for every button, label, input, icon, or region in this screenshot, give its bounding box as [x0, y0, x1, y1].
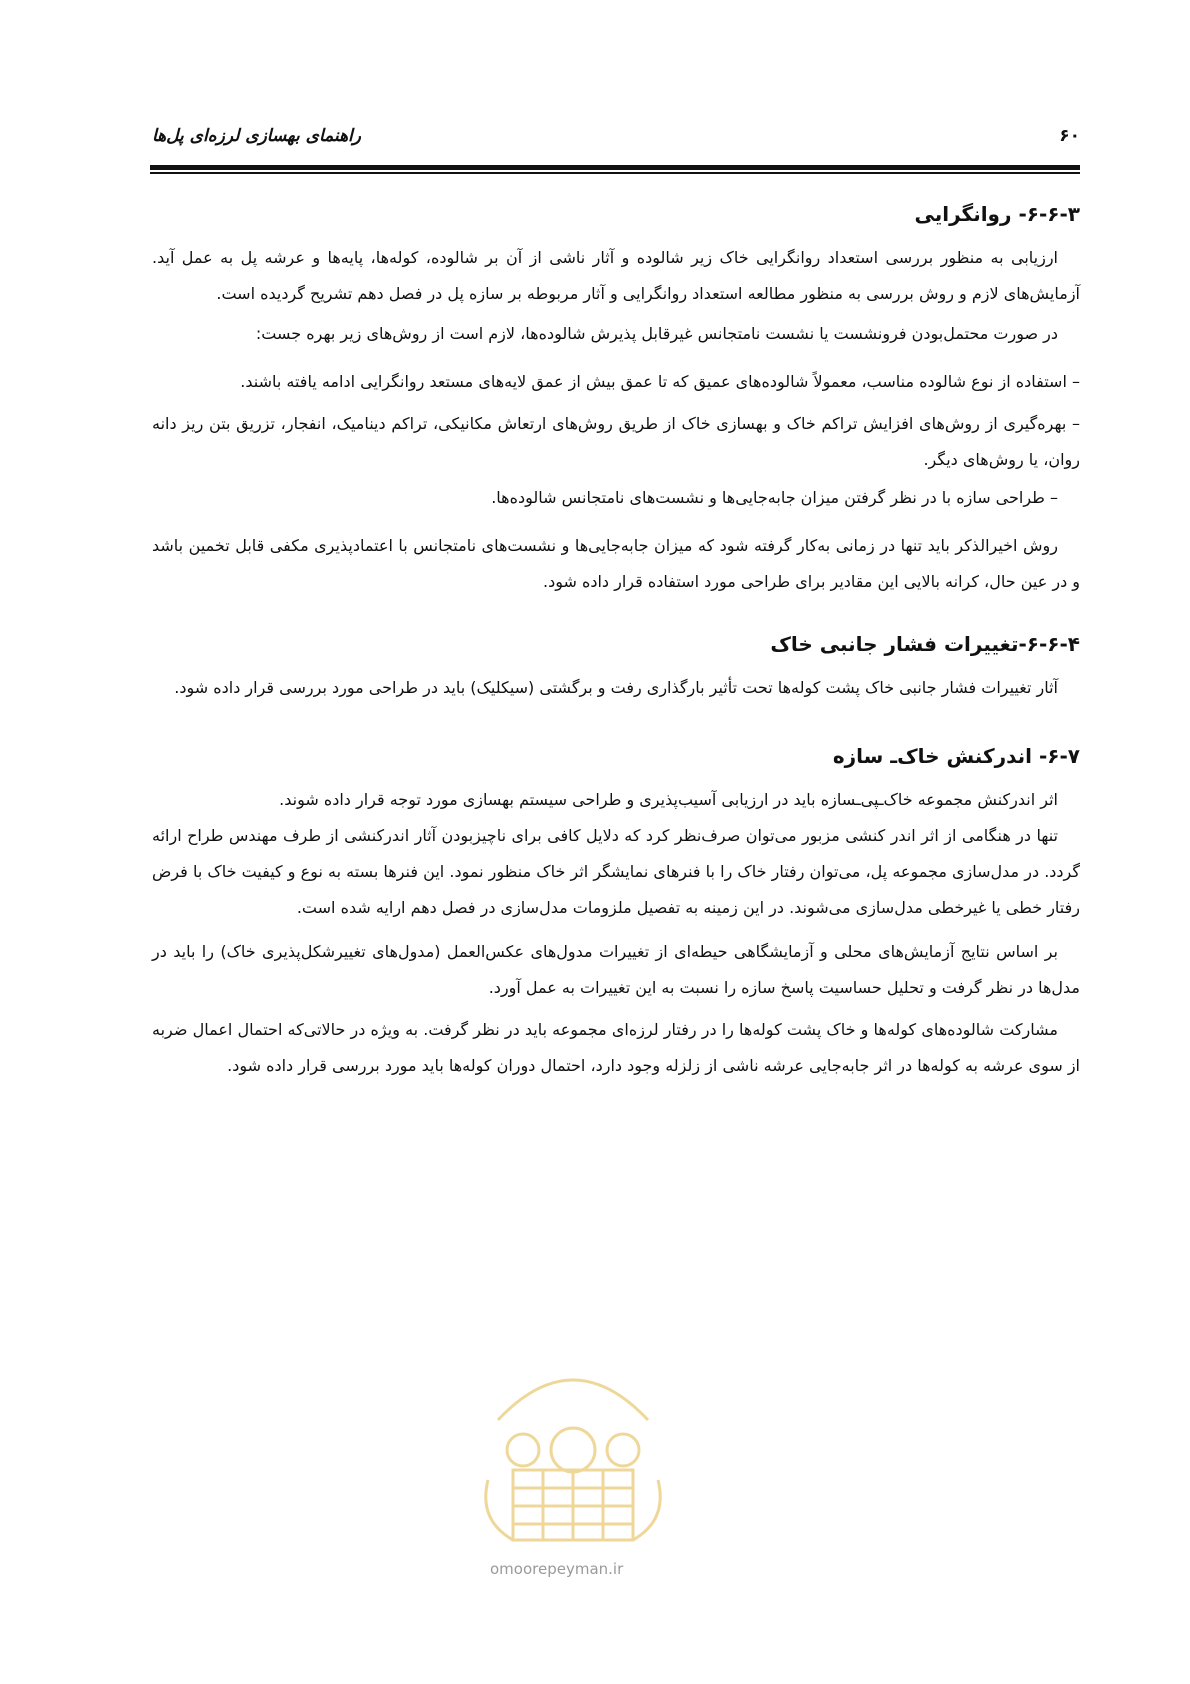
page-body — [152, 186, 1080, 1084]
paragraph: ارزیابی به منظور بررسی استعداد روانگرایی خاک زیر شالوده و آثار ناشی از آن بر شالوده، کوله‌ها، پایه‌ها و عرشه پل به عمل آید. آزمایش‌های لازم و روش بررسی به منظور مطالعه استعداد روانگرایی و آثار مربوطه بر سازه پل در فصل دهم تشریح گردیده است. — [152, 248, 1080, 303]
page-number: ۶۰ — [1059, 126, 1080, 146]
list-item: – استفاده از نوع شالوده مناسب، معمولاً شالوده‌های عمیق که تا عمق بیش از عمق لایه‌های مستعد روانگرایی ادامه یافته باشند. — [240, 372, 1080, 391]
header-rule — [150, 165, 1080, 170]
paragraph: تنها در هنگامی از اثر اندر کنشی مزبور می‌توان صرف‌نظر کرد که دلایل کافی برای ناچیزبودن آثار اندرکنشی از طرف مهندس طراح ارائه گردد. در مدل‌سازی مجموعه پل، می‌توان رفتار خاک را با فنرهای نمایشگر اثر خاک منظور نمود. این فنرها بسته به نوع و کیفیت خاک با فرض رفتار خطی یا غیرخطی مدل‌سازی می‌شوند. در این زمینه به تفصیل ملزومات مدل‌سازی در فصل دهم ارایه شده است. — [152, 826, 1080, 917]
paragraph: مشارکت شالوده‌های کوله‌ها و خاک پشت کوله‌ها را در رفتار لرزه‌ای مجموعه باید در نظر گرفت. به ویژه در حالاتی‌که احتمال اعمال ضربه از سوی عرشه به کوله‌ها در اثر جابه‌جایی عرشه ناشی از زلزله وجود دارد، احتمال دوران کوله‌ها باید مورد بررسی قرار داده شود. — [152, 1020, 1080, 1075]
section-heading-lateral-pressure: ۶-۶-۴-تغییرات فشار جانبی خاک — [770, 632, 1080, 656]
watermark-seal-icon — [468, 1350, 678, 1550]
list-item: – بهره‌گیری از روش‌های افزایش تراکم خاک و بهسازی خاک از طریق روش‌های ارتعاش مکانیکی، تراکم دینامیک، انفجار، تزریق بتن ریز دانه روان، یا روش‌های دیگر. — [152, 414, 1080, 469]
paragraph: اثر اندرکنش مجموعه خاک‌ـپی‌ـسازه باید در ارزیابی آسیب‌پذیری و طراحی سیستم بهسازی مورد توجه قرار داده شوند. — [279, 790, 1058, 809]
section-heading-liquefaction: ۶-۶-۳- روانگرایی — [914, 202, 1080, 226]
paragraph: بر اساس نتایج آزمایش‌های محلی و آزمایشگاهی حیطه‌ای از تغییرات مدول‌های عکس‌العمل (مدول‌های تغییرشکل‌پذیری خاک) را باید در مدل‌ها در نظر گرفت و تحلیل حساسیت پاسخ سازه را نسبت به این تغییرات به عمل آورد. — [152, 942, 1080, 997]
list-item: – طراحی سازه با در نظر گرفتن میزان جابه‌جایی‌ها و نشست‌های نامتجانس شالوده‌ها. — [491, 488, 1058, 507]
running-header-title: راهنمای بهسازی لرزه‌ای پل‌ها — [152, 126, 361, 146]
header-rule-thin — [150, 172, 1080, 174]
watermark-site-text: omoorepeyman.ir — [490, 1560, 624, 1578]
paragraph: در صورت محتمل‌بودن فرونشست یا نشست نامتجانس غیرقابل پذیرش شالوده‌ها، لازم است از روش‌های زیر بهره جست: — [255, 324, 1058, 343]
paragraph: روش اخیرالذکر باید تنها در زمانی به‌کار گرفته شود که میزان جابه‌جایی‌ها و نشست‌های نامتجانس با اعتمادپذیری مکفی قابل تخمین باشد و در عین حال، کرانه بالایی این مقادیر برای طراحی مورد استفاده قرار داده شود. — [152, 536, 1080, 591]
paragraph: آثار تغییرات فشار جانبی خاک پشت کوله‌ها تحت تأثیر بارگذاری رفت و برگشتی (سیکلیک) باید در طراحی مورد بررسی قرار داده شود. — [174, 678, 1058, 697]
section-heading-soil-structure: ۶-۷- اندرکنش خاک‌ـ سازه — [832, 744, 1080, 768]
